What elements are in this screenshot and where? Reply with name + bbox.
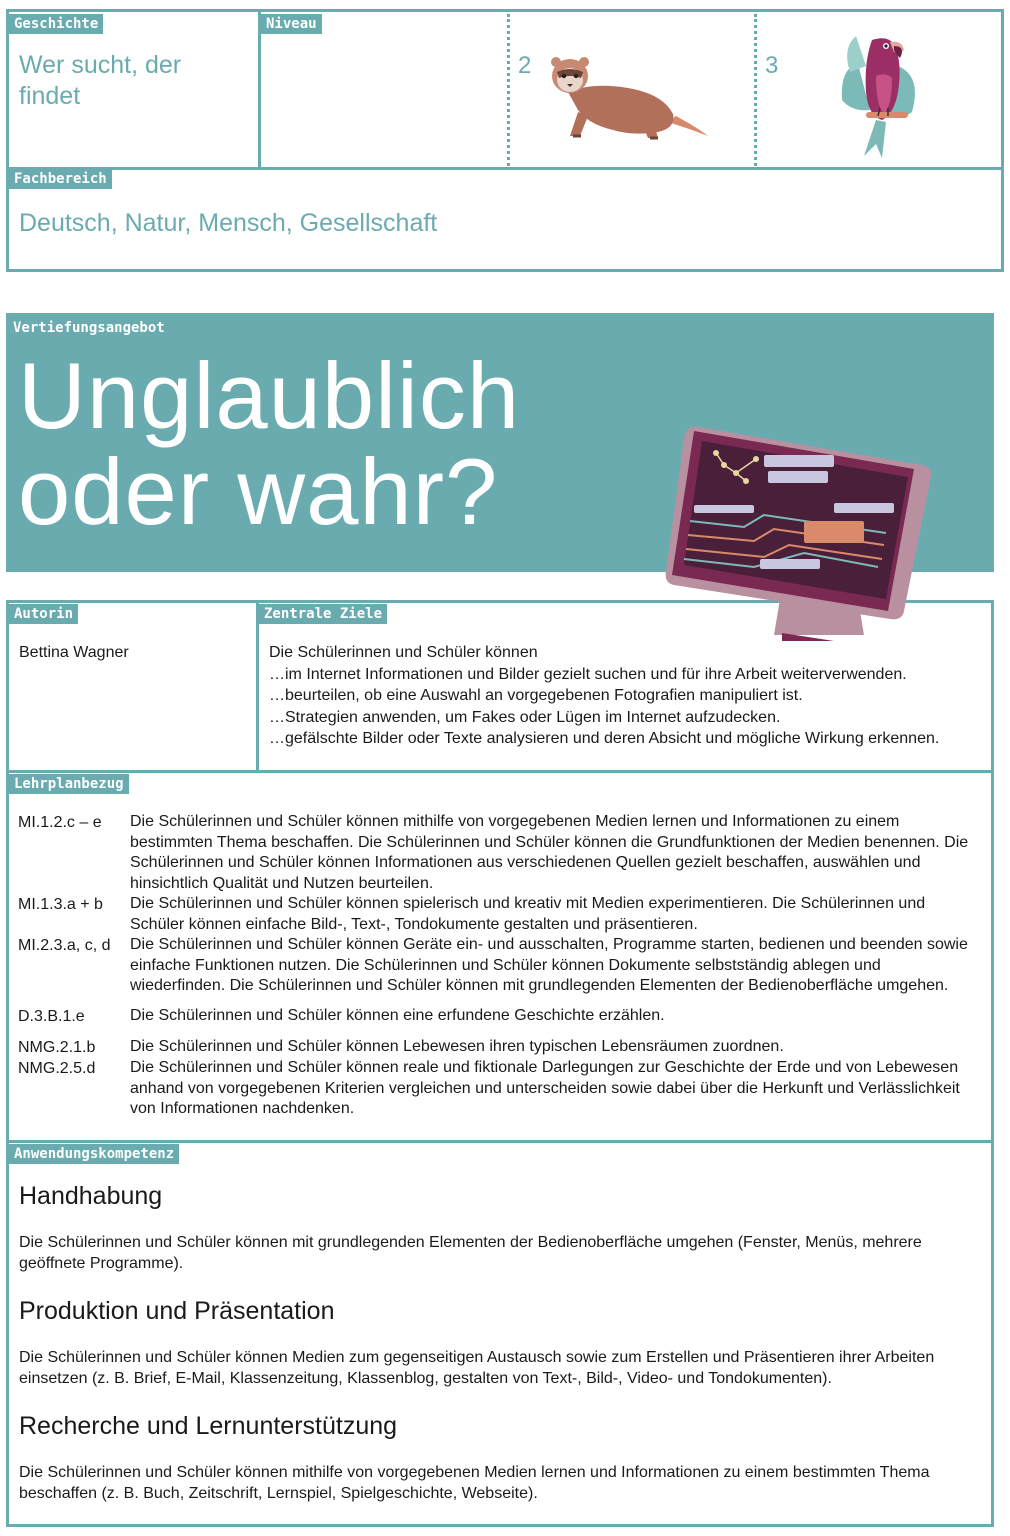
lehrplan-code: MI.1.2.c – e — [18, 814, 102, 831]
autorin-label: Autorin — [9, 604, 78, 624]
lehrplan-text: Die Schülerinnen und Schüler können mithilfe von vorgegebenen Medien lernen und Informationen zu einem bestimmten Thema beschaffen. Die Schülerinnen und Schüler können die Grundfunktionen der Medien benennen. Die Schülerinnen und Schüler können Informationen aus verschiedenen Quellen gezielt beschaffen, auswählen und hinsichtlich Qualität und Nutzen beurteilen. — [130, 813, 969, 892]
divider — [754, 14, 757, 166]
section-text: Die Schülerinnen und Schüler können Medien zum gegenseitigen Austausch sowie zum Erstellen und Präsentieren ihrer Arbeiten einsetzen (z. B. Brief, E-Mail, Klassenzeitung, Klassenblog, gestalten von Text-, Bild-, Video- und Tondokumenten). — [19, 1349, 935, 1387]
banner-tag: Vertiefungsangebot — [13, 320, 165, 336]
parrot-icon — [836, 26, 926, 162]
lehrplan-text: Die Schülerinnen und Schüler können spielerisch und kreativ mit Medien experimentieren. Die Schülerinnen und Schüler können einfache Bild-, Text-, Tondokumente gestalten und präsentieren. — [130, 895, 926, 933]
ziele-item: …im Internet Informationen und Bilder gezielt suchen und für ihre Arbeit weiterverwenden. — [269, 665, 907, 683]
section-heading: Recherche und Lernunterstützung — [19, 1412, 398, 1440]
title-line-2: oder wahr? — [18, 439, 499, 544]
lehrplan-code: NMG.2.5.d — [18, 1060, 96, 1077]
divider — [256, 603, 259, 771]
level-2: 2 — [518, 52, 532, 79]
autorin-name: Bettina Wagner — [19, 644, 129, 661]
section-text: Die Schülerinnen und Schüler können mit grundlegenden Elementen der Bedienoberfläche umgehen (Fenster, Menüs, mehrere geöffnete Programme). — [19, 1234, 922, 1272]
lehrplan-code: NMG.2.1.b — [18, 1039, 96, 1056]
section-heading: Produktion und Präsentation — [19, 1297, 335, 1325]
ziele-label: Zentrale Ziele — [259, 604, 387, 624]
level-3: 3 — [765, 52, 779, 79]
ziele-text — [269, 642, 989, 750]
ziele-item: …gefälschte Bilder oder Texte analysieren und deren Absicht und mögliche Wirkung erkennen. — [269, 730, 940, 747]
ziele-item: …beurteilen, ob eine Auswahl an vorgegebenen Fotografien manipuliert ist. — [269, 687, 803, 704]
page-title — [18, 343, 521, 544]
geschichte-label: Geschichte — [9, 14, 103, 34]
monitor-illustration — [664, 425, 934, 643]
ziele-intro: Die Schülerinnen und Schüler können — [269, 644, 538, 661]
divider — [507, 14, 510, 166]
divider — [6, 167, 1004, 170]
lehrplan-code: MI.2.3.a, c, d — [18, 937, 111, 954]
kompetenz-label: Anwendungskompetenz — [9, 1144, 179, 1164]
section-text: Die Schülerinnen und Schüler können mithilfe von vorgegebenen Medien lernen und Informationen zu einem bestimmten Thema beschaffen (z. B. Buch, Zeitschrift, Lernspiel, Spielgeschichte, Webseite). — [19, 1464, 930, 1502]
lehrplan-text: Die Schülerinnen und Schüler können eine erfundene Geschichte erzählen. — [130, 1007, 665, 1024]
niveau-label: Niveau — [261, 14, 322, 34]
section-heading: Handhabung — [19, 1182, 163, 1210]
fachbereich-label: Fachbereich — [9, 169, 112, 189]
ziele-item: …Strategien anwenden, um Fakes oder Lügen im Internet aufzudecken. — [269, 708, 781, 726]
geschichte-value: Wer sucht, der findet — [19, 51, 182, 110]
fachbereich-value: Deutsch, Natur, Mensch, Gesellschaft — [19, 209, 438, 237]
lehrplan-code: D.3.B.1.e — [18, 1008, 85, 1025]
lehrplan-label: Lehrplanbezug — [9, 774, 129, 794]
ferret-icon — [548, 52, 718, 142]
lehrplan-text: Die Schülerinnen und Schüler können Geräte ein- und ausschalten, Programme starten, bedienen und beenden sowie einfache Funktionen nutzen. Die Schülerinnen und Schüler können Dokumente selbstständig ablegen und wiederfinden. Die Schülerinnen und Schüler können mit grundlegenden Elementen der Bedienoberfläche umgehen. — [130, 936, 968, 994]
title-line-1: Unglaublich — [18, 343, 521, 448]
lehrplan-text: Die Schülerinnen und Schüler können Lebewesen ihren typischen Lebensräumen zuordnen. — [130, 1038, 784, 1055]
lehrplan-code: MI.1.3.a + b — [18, 896, 103, 913]
divider — [258, 12, 261, 168]
lehrplan-text: Die Schülerinnen und Schüler können reale und fiktionale Darlegungen zur Geschichte der Erde und von Lebewesen anhand von vorgegebenen Kriterien vergleichen und unterscheiden sowie dabei über die Herkunft und Verlässlichkeit von Informationen nachdenken. — [130, 1059, 960, 1117]
